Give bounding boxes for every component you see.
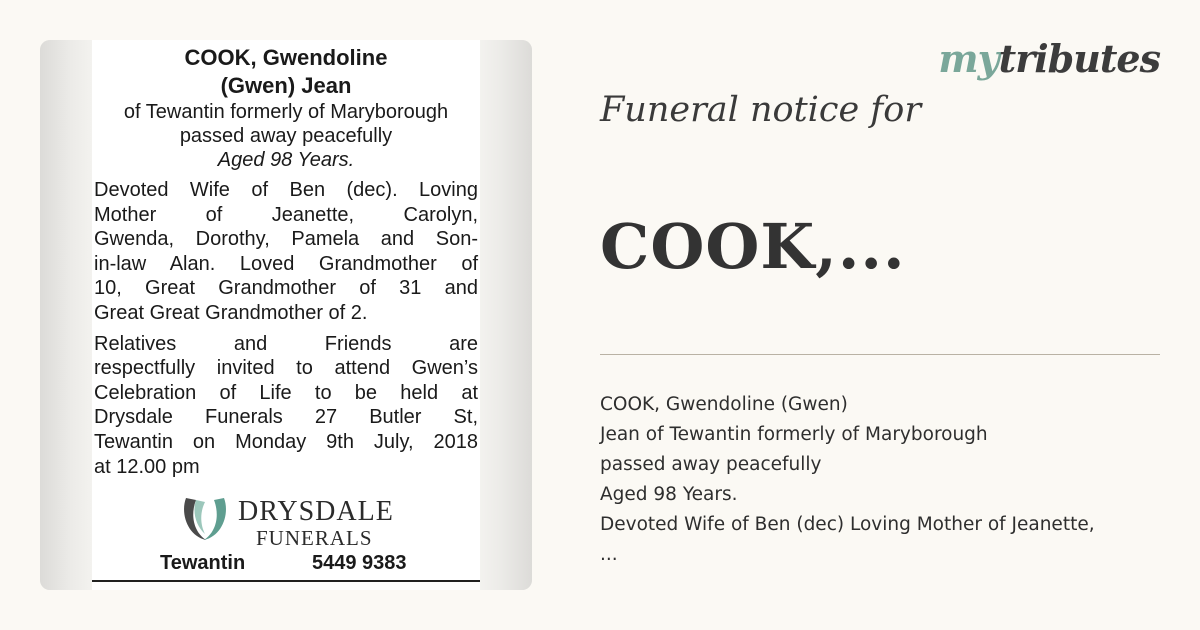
page-kicker: Funeral notice for [600,90,922,130]
footer-rule [92,580,480,582]
newspaper-notice [92,40,480,590]
notice-footer [92,552,480,578]
notice-summary: COOK, Gwendoline (Gwen) Jean of Tewantin formerly of Maryborough passed away peacefully Aged 98 Years. Devoted Wife of Ben (dec) Loving Mother of Jeanette, ... [600,394,1095,565]
drysdale-swirl-icon [178,490,232,544]
drysdale-funerals-logo: DRYSDALE FUNERALS [172,488,410,552]
divider [600,354,1160,355]
notice-paragraph-family: Devoted Wife of Ben (dec). Loving Mother of Jeanette, Carolyn, Gwenda, Dorothy, Pamela and Son- in-law Alan. Loved Grandmother of 10, Great Grandmother of 31 and Great Great Grandmother of 2. [94,179,478,324]
notice-heading: COOK, Gwendoline (Gwen) Jean [184,45,388,98]
page-title: COOK,... [600,210,906,283]
notice-paragraph-service: Relatives and Friends are respectfully invited to attend Gwen’s Celebration of Life to be held at Drysdale Funerals 27 Butler St, Tewantin on Monday 9th July, 2018 at 12.00 pm [94,332,478,478]
footer-place: Tewantin [160,552,246,574]
notice-age: Aged 98 Years. [217,149,355,171]
notice-intro: of Tewantin formerly of Maryborough passed away peacefully Aged 98 Years. [92,100,480,172]
notice-image-card [40,40,532,590]
mytributes-logo[interactable]: mytributes [938,36,1160,81]
footer-phone: 5449 9383 [312,552,407,574]
